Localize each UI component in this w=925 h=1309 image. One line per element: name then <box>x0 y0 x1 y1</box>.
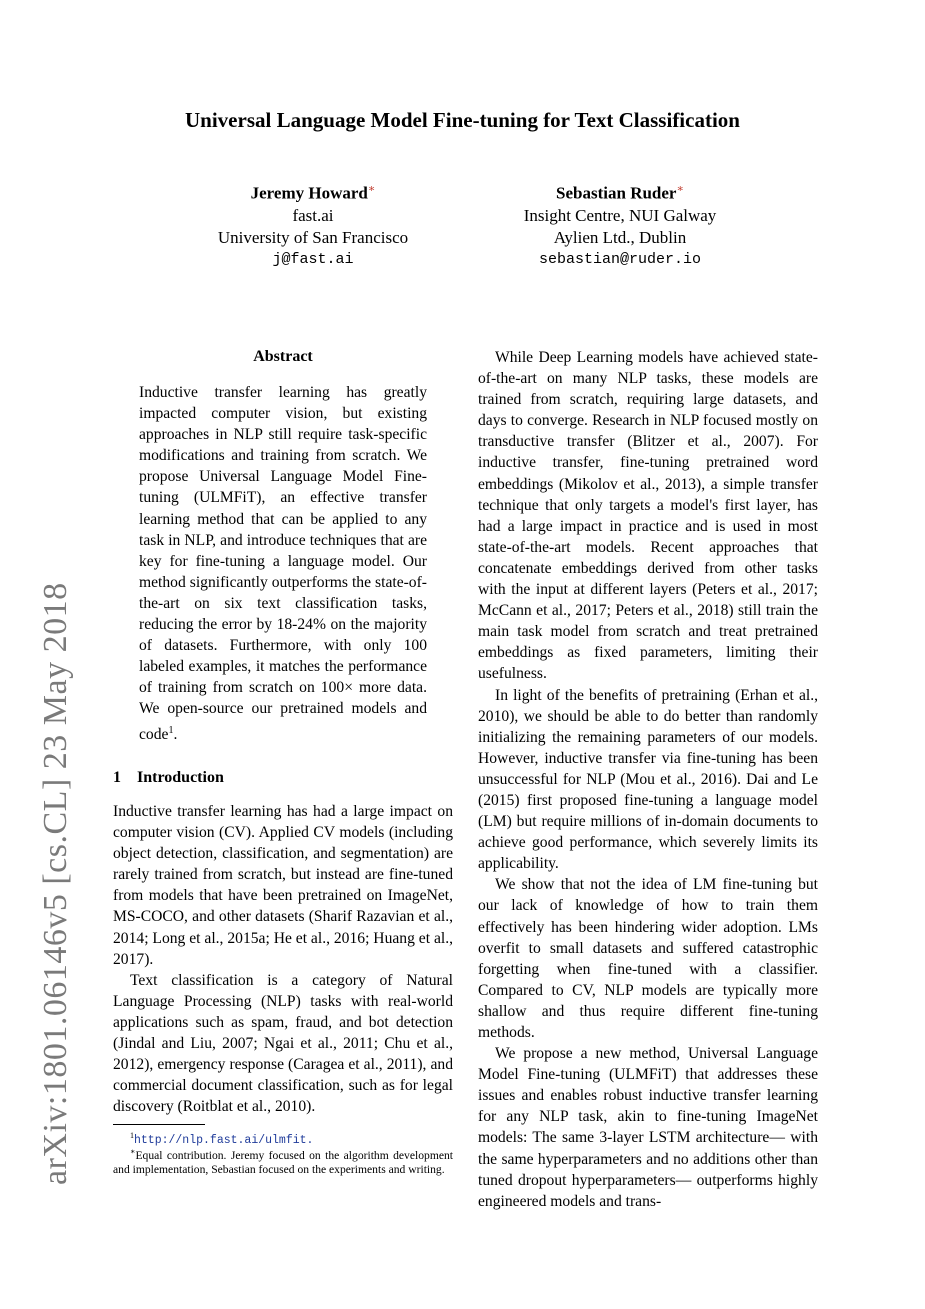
footnote-url[interactable]: http://nlp.fast.ai/ulmfit. <box>134 1133 314 1147</box>
arxiv-stamp: arXiv:1801.06146v5 [cs.CL] 23 May 2018 <box>37 582 74 1185</box>
intro-paragraph: Text classification is a category of Natural Language Processing (NLP) tasks with real-world applications such as spam, fraud, and bot detection (Jindal and Liu, 2007; Ngai et al., 2011; Chu et al., 2012), emergency response (Caragea et al., 2011), and commercial document classification, such as for legal discovery (Roitblat et al., 2010). <box>113 971 453 1116</box>
footnote-text: Equal contribution. Jeremy focused on the algorithm development and implementation, Sebastian focused on the experiments and writing. <box>113 1148 453 1176</box>
author-affiliation: Insight Centre, NUI Galway <box>523 205 717 225</box>
footnote-mark: ∗ <box>130 1147 136 1156</box>
intro-paragraph: Inductive transfer learning has had a large impact on computer vision (CV). Applied CV models (including object detection, classification, and segmentation) are rarely trained from scratch, but instead are fine-tuned from models that have been pretrained on ImageNet, MS-COCO, and other datasets (Sharif Razavian et al., 2014; Long et al., 2015a; He et al., 2016; Huang et al., 2017). <box>113 803 453 968</box>
footnote-mark: 1 <box>130 1131 134 1140</box>
author-block-2 <box>470 178 770 271</box>
author-affiliation: fast.ai <box>292 205 334 225</box>
paper-title: Universal Language Model Fine-tuning for Text Classification <box>185 108 740 132</box>
abstract-text: Inductive transfer learning has greatly impacted computer vision, but existing approaches in NLP still require task-specific modifications and training from scratch. We propose Universal Language Model Fine-tuning (ULMFiT), an effective transfer learning method that can be applied to any task in NLP, and introduce techniques that are key for fine-tuning a language model. Our method significantly outperforms the state-of-the-art on six text classification tasks, reducing the error by 18-24% on the majority of datasets. Furthermore, with only 100 labeled examples, it matches the performance of training from scratch on 100× more data. We open-source our pretrained models and code <box>139 384 427 743</box>
author-name: Sebastian Ruder <box>556 183 677 203</box>
author-affiliation: Aylien Ltd., Dublin <box>553 227 687 247</box>
section-title: Introduction <box>137 769 224 786</box>
right-column-body <box>478 347 818 1212</box>
body-paragraph: While Deep Learning models have achieved state-of-the-art on many NLP tasks, these models are trained from scratch, requiring large datasets, and days to converge. Research in NLP focused mostly on transductive transfer (Blitzer et al., 2007). For inductive transfer, fine-tuning pretrained word embeddings (Mikolov et al., 2013), a simple transfer technique that only targets a model's first layer, has had a large impact in practice and is used in most state-of-the-art models. Recent approaches that concatenate embeddings derived from other tasks with the input at different layers (Peters et al., 2017; McCann et al., 2017; Peters et al., 2018) still train the main task model from scratch and treat pretrained embeddings as fixed parameters, limiting their usefulness. <box>478 349 818 683</box>
footnote-rule <box>113 1124 205 1125</box>
body-paragraph: We propose a new method, Universal Language Model Fine-tuning (ULMFiT) that addresses these issues and enables robust inductive transfer learning for any NLP task, akin to fine-tuning ImageNet models: The same 3-layer LSTM architecture— with the same hyperparameters and no additions other than tuned dropout hyperparameters— outperforms highly engineered models and trans- <box>478 1045 818 1210</box>
abstract-heading: Abstract <box>253 348 313 365</box>
author-mark: ∗ <box>367 183 376 195</box>
author-mark: ∗ <box>676 183 684 195</box>
author-email[interactable]: j@fast.ai <box>272 250 354 268</box>
author-affiliation: University of San Francisco <box>217 227 409 247</box>
footnote-ref[interactable]: 1 <box>168 724 174 736</box>
abstract-body: Inductive transfer learning has greatly impacted computer vision, but existing approaches in NLP still require task-specific modifications and training from scratch. We propose Universal Language Model Fine-tuning (ULMFiT), an effective transfer learning method that can be applied to any task in NLP, and introduce techniques that are key for fine-tuning a language model. Our method significantly outperforms the state-of-the-art on six text classification tasks, reducing the error by 18-24% on the majority of datasets. Furthermore, with only 100 labeled examples, it matches the performance of training from scratch on 100× more data. We open-source our pretrained models and code$^1$. <box>139 384 427 743</box>
body-paragraph: We show that not the idea of LM fine-tuning but our lack of knowledge of how to train them effectively has been hindering wider adoption. LMs overfit to small datasets and suffered catastrophic forgetting when fine-tuned with a classifier. Compared to CV, NLP models are typically more shallow and thus require different fine-tuning methods. <box>478 876 818 1041</box>
author-name: Jeremy Howard <box>250 183 368 203</box>
left-column-body <box>113 801 453 1117</box>
body-paragraph: In light of the benefits of pretraining (Erhan et al., 2010), we should be able to do better than randomly initializing the remaining parameters of our models. However, inductive transfer via fine-tuning has been unsuccessful for NLP (Mou et al., 2016). Dai and Le (2015) first proposed fine-tuning a language model (LM) but require millions of in-domain documents to achieve good performance, which severely limits its applicability. <box>478 686 818 873</box>
author-block-1 <box>163 178 463 271</box>
section-number: 1 <box>113 769 121 786</box>
footnote-2 <box>113 1145 453 1177</box>
section-heading-introduction <box>113 769 240 787</box>
author-email[interactable]: sebastian@ruder.io <box>538 250 702 268</box>
